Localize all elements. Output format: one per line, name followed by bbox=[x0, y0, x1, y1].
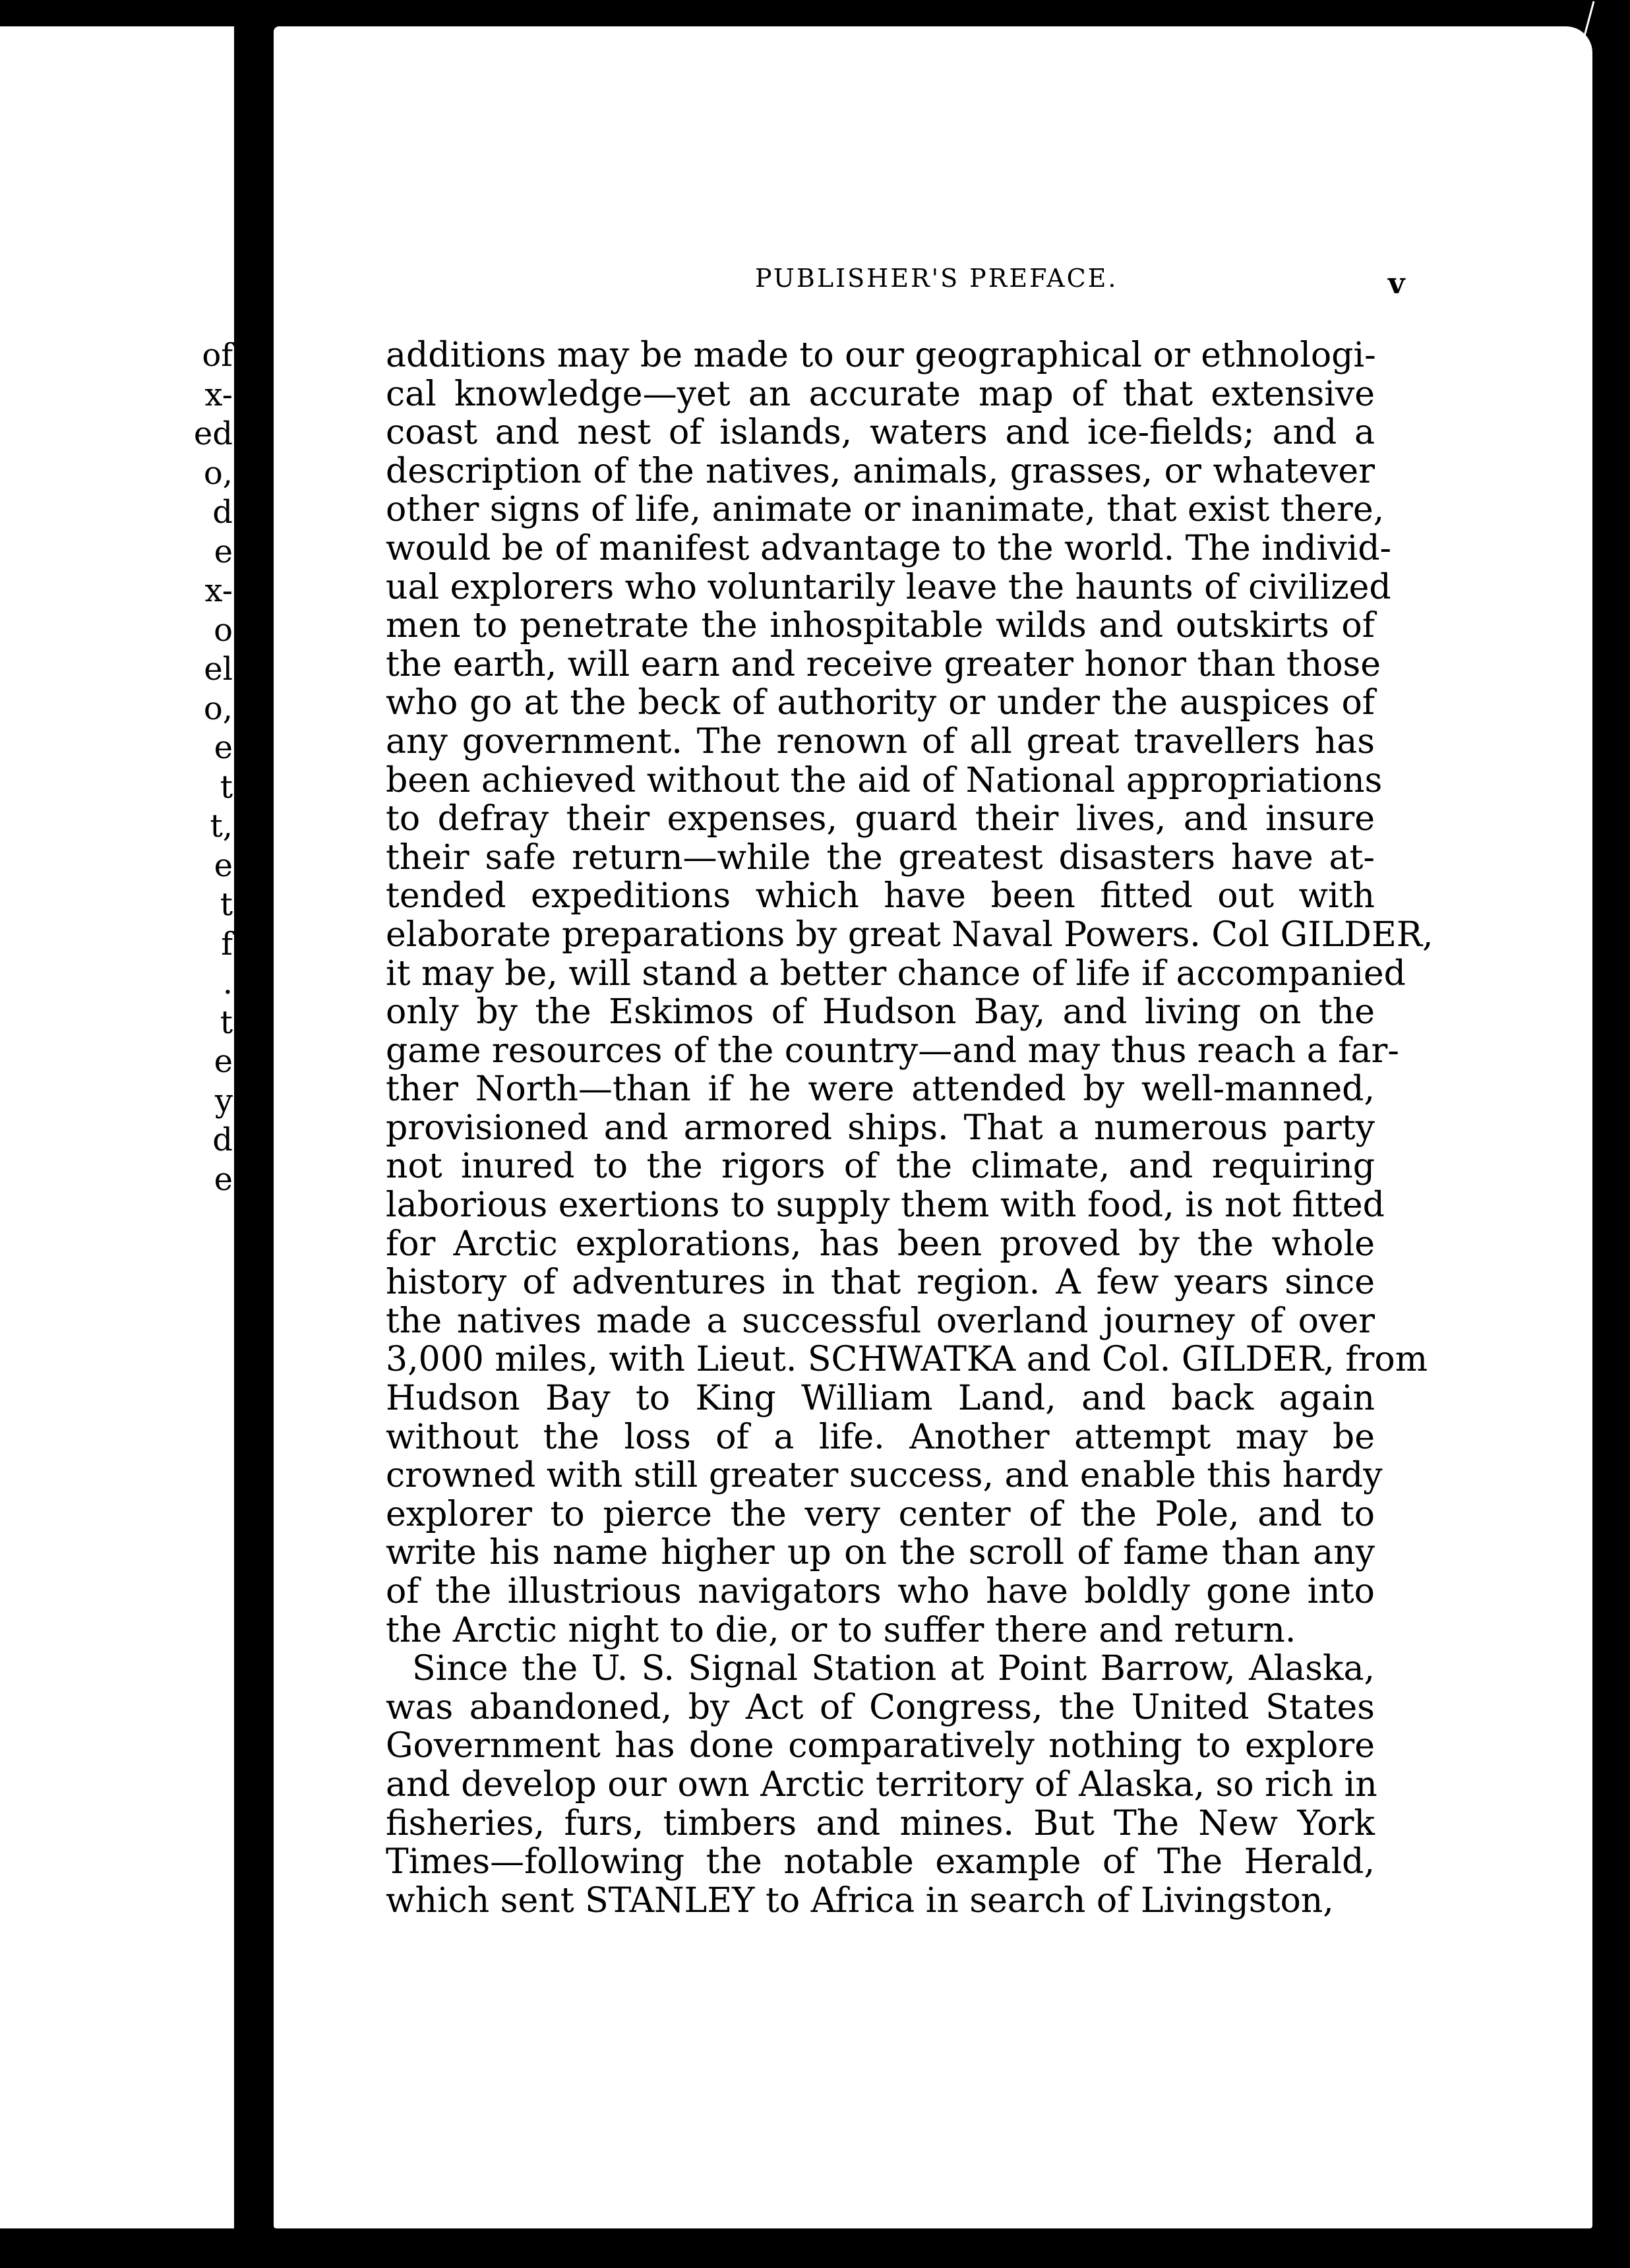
text-line: Government has done comparatively nothing to explore bbox=[386, 1726, 1375, 1766]
text-line: Hudson Bay to King William Land, and back again bbox=[386, 1379, 1375, 1419]
text-line: crowned with still greater success, and enable this hardy bbox=[386, 1456, 1383, 1496]
body-text bbox=[386, 336, 1434, 1921]
left-fragment: e bbox=[214, 1160, 233, 1198]
text-line: explorer to pierce the very center of the Pole, and to bbox=[386, 1494, 1375, 1534]
text-line: fisheries, furs, timbers and mines. But The New York bbox=[386, 1803, 1375, 1843]
text-line: it may be, will stand a better chance of life if accompanied bbox=[386, 953, 1406, 994]
text-line: elaborate preparations by great Naval Powers. Col GILDER, bbox=[386, 914, 1434, 955]
left-fragment: t bbox=[220, 886, 233, 923]
left-fragment: t bbox=[220, 1003, 233, 1041]
left-fragment: . bbox=[222, 965, 233, 1001]
text-line: the Arctic night to die, or to suffer there and return. bbox=[386, 1610, 1296, 1650]
text-line: 3,000 miles, with Lieut. SCHWATKA and Col. GILDER, from bbox=[386, 1340, 1428, 1380]
left-fragment: e bbox=[214, 533, 233, 570]
text-line: Since the U. S. Signal Station at Point Barrow, Alaska, bbox=[412, 1649, 1375, 1689]
left-fragment: el bbox=[204, 651, 233, 688]
left-page-fragment bbox=[0, 26, 234, 2228]
left-fragment: of bbox=[202, 337, 233, 374]
left-fragment: o, bbox=[203, 454, 233, 492]
text-line: men to penetrate the inhospitable wilds and outskirts of bbox=[386, 606, 1375, 646]
text-line: their safe return—while the greatest disasters have at- bbox=[386, 837, 1375, 878]
left-fragment: o, bbox=[203, 690, 233, 727]
text-line: tended expeditions which have been fitted out with bbox=[386, 876, 1375, 916]
text-line: who go at the beck of authority or under the auspices of bbox=[386, 683, 1375, 723]
text-line: Times—following the notable example of The Herald, bbox=[386, 1842, 1375, 1882]
text-line: any government. The renown of all great travellers has bbox=[386, 721, 1375, 761]
text-line: been achieved without the aid of National appropriations bbox=[386, 760, 1383, 800]
text-line: of the illustrious navigators who have boldly gone into bbox=[386, 1572, 1375, 1611]
text-line: for Arctic explorations, has been proved by the whole bbox=[386, 1224, 1375, 1264]
text-line: cal knowledge—yet an accurate map of that extensive bbox=[386, 374, 1375, 414]
running-title: PUBLISHER'S PREFACE. bbox=[755, 264, 1118, 293]
left-fragment: x- bbox=[204, 376, 233, 413]
text-line: the natives made a successful overland journey of over bbox=[386, 1301, 1375, 1341]
text-line: and develop our own Arctic territory of Alaska, so rich in bbox=[386, 1764, 1377, 1805]
text-line: without the loss of a life. Another attempt may be bbox=[386, 1417, 1375, 1457]
text-line: only by the Eskimos of Hudson Bay, and living on the bbox=[386, 992, 1375, 1032]
page-number: v bbox=[1388, 267, 1405, 301]
text-line: game resources of the country—and may thus reach a far- bbox=[386, 1030, 1399, 1071]
text-line: ual explorers who voluntarily leave the haunts of civilized bbox=[386, 567, 1391, 607]
left-fragment: e bbox=[214, 729, 233, 766]
text-line: was abandoned, by Act of Congress, the United States bbox=[386, 1687, 1375, 1727]
left-fragment: o bbox=[214, 611, 233, 649]
left-fragment: t, bbox=[210, 808, 233, 845]
text-line: not inured to the rigors of the climate, and requiring bbox=[386, 1147, 1375, 1187]
text-line: write his name higher up on the scroll of fame than any bbox=[386, 1533, 1375, 1573]
text-line: ther North—than if he were attended by well-manned, bbox=[386, 1069, 1375, 1110]
text-line: would be of manifest advantage to the world. The individ- bbox=[386, 528, 1392, 568]
text-line: provisioned and armored ships. That a numerous party bbox=[386, 1108, 1375, 1148]
text-line: coast and nest of islands, waters and ice-fields; and a bbox=[386, 413, 1375, 453]
left-fragment: t bbox=[220, 768, 233, 806]
left-fragment: d bbox=[212, 494, 233, 531]
text-line: additions may be made to our geographical or ethnologi- bbox=[386, 336, 1376, 375]
left-fragment: e bbox=[214, 847, 233, 884]
left-fragment: f bbox=[221, 925, 233, 963]
left-fragment: ed bbox=[193, 415, 233, 452]
right-page bbox=[274, 26, 1592, 2228]
left-fragment: y bbox=[214, 1082, 233, 1119]
text-line: history of adventures in that region. A few years since bbox=[386, 1263, 1375, 1303]
text-line: to defray their expenses, guard their lives, and insure bbox=[386, 799, 1375, 839]
text-line: which sent STANLEY to Africa in search of Livingston, bbox=[386, 1880, 1334, 1921]
text-line: laborious exertions to supply them with food, is not fitted bbox=[386, 1185, 1385, 1226]
text-line: description of the natives, animals, grasses, or whatever bbox=[386, 451, 1375, 491]
left-fragment: x- bbox=[204, 572, 233, 609]
text-line: the earth, will earn and receive greater honor than those bbox=[386, 644, 1381, 684]
book-gutter bbox=[234, 0, 274, 2268]
left-fragment: d bbox=[212, 1121, 233, 1158]
text-line: other signs of life, animate or inanimate, that exist there, bbox=[386, 490, 1385, 530]
left-fragment: e bbox=[214, 1043, 233, 1080]
